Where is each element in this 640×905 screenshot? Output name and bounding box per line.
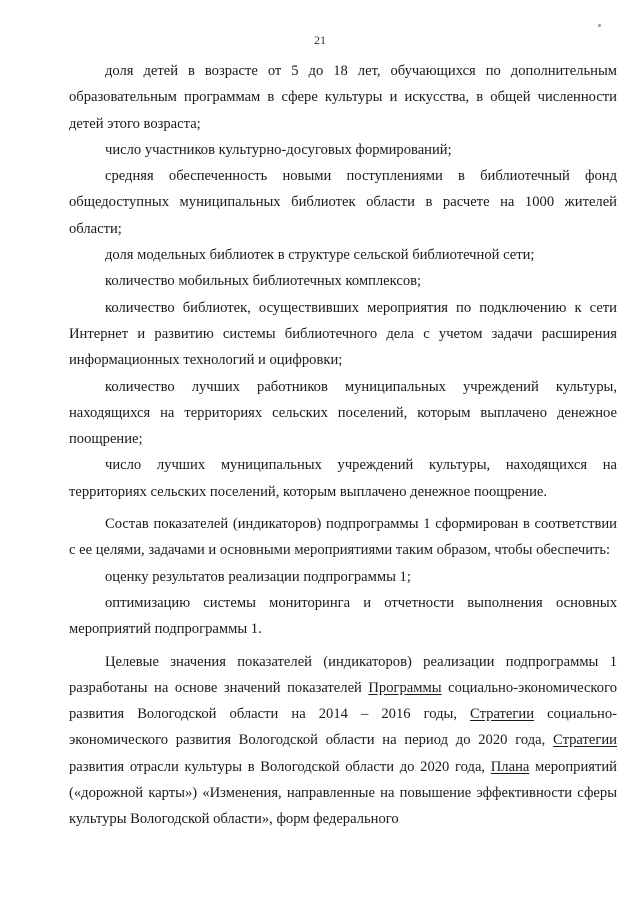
target-values-text-3: социально-экономического развития Вологодской области на период до 2020 года, (69, 706, 617, 749)
page-number: 21 (314, 33, 326, 47)
paragraph-best-workers: количество лучших работников муниципальных учреждений культуры, находящихся на территориях сельских поселений, которым выплачено денежное поощрение; (69, 378, 617, 448)
paragraph-mobile-complexes: количество мобильных библиотечных комплексов; (105, 273, 422, 290)
target-values-text-4: развития отрасли культуры в Вологодской области до 2020 года, (69, 758, 491, 775)
link-programmy[interactable]: Программы (368, 679, 442, 696)
paragraph-children-share: доля детей в возрасте от 5 до 18 лет, обучающихся по дополнительным образовательным программам в сфере культуры и искусства, в общей численности детей этого возраста; (69, 63, 617, 132)
link-plana[interactable]: Плана (490, 758, 530, 775)
target-values-text-2: социально-экономического развития Вологодской области на 2014 – 2016 годы, (69, 679, 617, 723)
paragraph-best-institutions: число лучших муниципальных учреждений культуры, находящихся на территориях сельских поселений, которым выплачено денежное поощрение. (69, 457, 617, 500)
paragraph-indicators-composition: Состав показателей (индикаторов) подпрограммы 1 сформирован в соответствии с ее целями, задачами и основными мероприятиями таким образом, чтобы обеспечить: (69, 516, 617, 559)
scan-dot (598, 24, 601, 27)
target-values-text-5: мероприятий («дорожной карты») «Изменения, направленные на повышение эффективности сферы культуры Вологодской области», форм федерального (69, 758, 617, 828)
body-text (69, 58, 617, 833)
paragraph-internet-libraries: количество библиотек, осуществивших мероприятия по подключению к сети Интернет и развитию системы библиотечного дела с учетом задачи расширения информационных технологий и оцифровки; (69, 299, 617, 369)
paragraph-target-values (69, 649, 617, 833)
paragraph-model-libraries: доля модельных библиотек в структуре сельской библиотечной сети; (105, 247, 535, 264)
link-strategii-1[interactable]: Стратегии (470, 706, 535, 723)
paragraph-monitoring-optimization: оптимизацию системы мониторинга и отчетности выполнения основных мероприятий подпрограммы 1. (69, 594, 617, 638)
target-values-text-1: Целевые значения показателей (индикаторов) реализации подпрограммы 1 разработаны на основе значений показателей (69, 653, 617, 696)
link-strategii-2[interactable]: Стратегии (553, 732, 617, 749)
paragraph-library-supply: средняя обеспеченность новыми поступлениями в библиотечный фонд общедоступных муниципальных библиотек области в расчете на 1000 жителей области; (69, 168, 617, 237)
paragraph-results-evaluation: оценку результатов реализации подпрограммы 1; (105, 568, 411, 585)
paragraph-participants: число участников культурно-досуговых формирований; (105, 141, 452, 158)
